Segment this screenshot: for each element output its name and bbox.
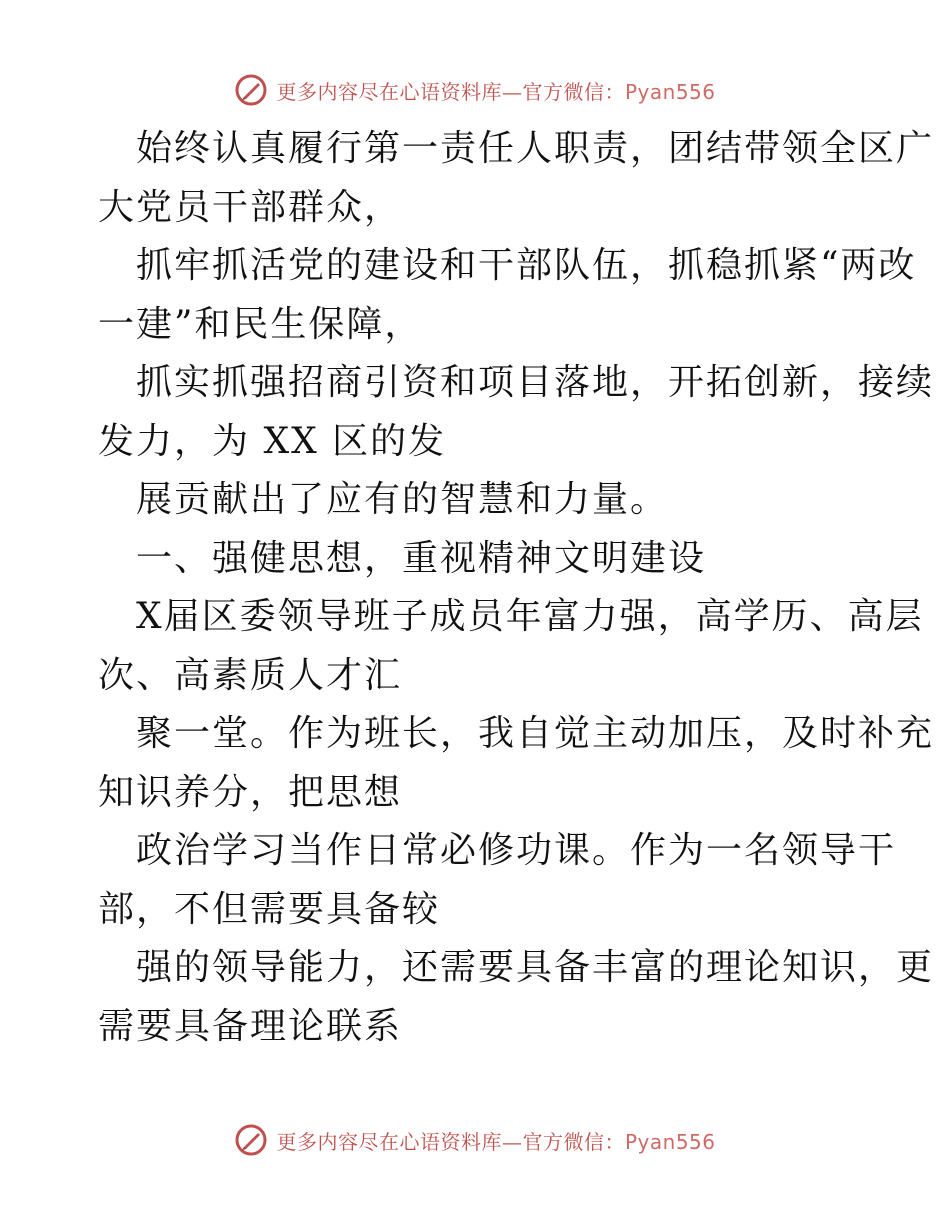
text-line: 大党员干部群众， — [98, 186, 403, 228]
text-line: 一建”和民生保障， — [98, 303, 423, 345]
text-line: X届区委领导班子成员年富力强，高学历、高层 — [136, 596, 924, 637]
banner-text — [276, 76, 715, 105]
text-line: 需要具备理论联系 — [98, 1005, 403, 1047]
pen-logo-icon — [234, 1123, 268, 1157]
text-line: 知识养分，把思想 — [98, 771, 403, 813]
footer-banner — [0, 1120, 950, 1160]
text-line: 发力，为 XX 区的发 — [98, 420, 447, 462]
banner-label: 更多内容尽在心语资料库—官方微信： — [276, 79, 625, 104]
text-line: 展贡献出了应有的智慧和力量。 — [136, 479, 669, 520]
document-body — [98, 120, 935, 1056]
text-line: 部，不但需要具备较 — [98, 888, 441, 930]
header-banner — [0, 70, 950, 110]
text-line: 一、强健思想，重视精神文明建设 — [136, 537, 707, 579]
banner-label: 更多内容尽在心语资料库—官方微信： — [276, 1129, 625, 1154]
text-line: 抓牢抓活党的建设和干部队伍，抓稳抓紧“两改 — [136, 245, 917, 286]
banner-wechat-id: Pyan556 — [624, 1129, 716, 1154]
text-line: 聚一堂。作为班长，我自觉主动加压，及时补充 — [136, 713, 935, 754]
text-line: 强的领导能力，还需要具备丰富的理论知识，更 — [136, 947, 935, 988]
text-line: 次、高素质人才汇 — [98, 654, 403, 696]
text-line: 始终认真履行第一责任人职责，团结带领全区广 — [136, 128, 935, 169]
pen-logo-icon — [234, 73, 268, 107]
banner-wechat-id: Pyan556 — [624, 79, 716, 104]
text-line: 政治学习当作日常必修功课。作为一名领导干 — [136, 830, 897, 871]
text-line: 抓实抓强招商引资和项目落地，开拓创新，接续 — [136, 362, 935, 403]
banner-text — [276, 1126, 715, 1155]
